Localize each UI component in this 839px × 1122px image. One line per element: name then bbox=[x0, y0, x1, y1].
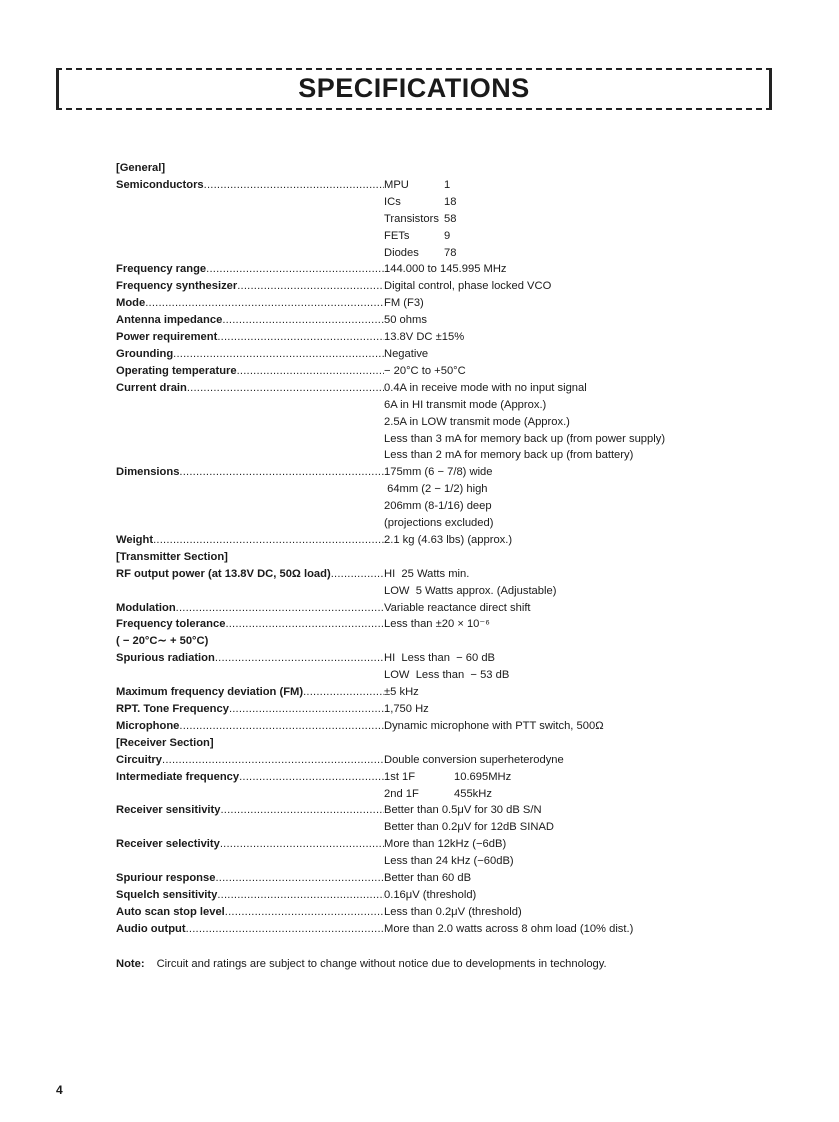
if-name: 2nd 1F bbox=[384, 787, 419, 800]
spec-row-power-requirement bbox=[116, 329, 816, 346]
spec-label: Audio output bbox=[116, 922, 186, 935]
spec-row-cont bbox=[116, 447, 816, 464]
spec-label: Circuitry bbox=[116, 753, 163, 766]
page-title: SPECIFICATIONS bbox=[298, 73, 530, 103]
spec-value: More than 12kHz (−6dB) bbox=[384, 838, 507, 851]
spec-value: Variable reactance direct shift bbox=[384, 601, 531, 614]
spec-row-auto-scan bbox=[116, 904, 816, 921]
semi-count: 9 bbox=[444, 229, 451, 242]
spec-label: RF output power (at 13.8V DC, 50Ω load) bbox=[116, 567, 331, 580]
page-number: 4 bbox=[56, 1083, 63, 1097]
spec-value: HI 25 Watts min. bbox=[384, 567, 470, 580]
spec-label: Frequency range bbox=[116, 263, 207, 276]
spec-row-cont bbox=[116, 498, 816, 515]
spec-row-dimensions bbox=[116, 464, 816, 481]
spec-label: Receiver selectivity bbox=[116, 838, 220, 851]
spec-value: 175mm (6 − 7/8) wide bbox=[384, 466, 493, 479]
spec-row-cont bbox=[116, 431, 816, 448]
spec-value: 13.8V DC ±15% bbox=[384, 331, 465, 344]
spec-value: 0.4A in receive mode with no input signal bbox=[384, 381, 587, 394]
note bbox=[116, 958, 607, 970]
spec-row-grounding bbox=[116, 346, 816, 363]
spec-label: Dimensions bbox=[116, 466, 180, 479]
spec-row-operating-temperature bbox=[116, 363, 816, 380]
spec-label: Frequency synthesizer bbox=[116, 280, 238, 293]
spec-label: Modulation bbox=[116, 601, 176, 614]
spec-value: Less than ±20 × 10⁻⁶ bbox=[384, 618, 490, 631]
spec-row-rf-output bbox=[116, 566, 816, 583]
spec-label: Spuriour response bbox=[116, 872, 216, 885]
spec-label: Grounding bbox=[116, 347, 174, 360]
spec-row-cont bbox=[116, 245, 816, 262]
spec-label: Current drain bbox=[116, 381, 187, 394]
section-heading-receiver: [Receiver Section] bbox=[116, 736, 214, 749]
spec-value: 2.5A in LOW transmit mode (Approx.) bbox=[384, 415, 570, 428]
spec-value: 1,750 Hz bbox=[384, 703, 429, 715]
spec-value: Double conversion superheterodyne bbox=[384, 753, 564, 766]
spec-value: 0.16μV (threshold) bbox=[384, 888, 477, 901]
section-heading-transmitter: [Transmitter Section] bbox=[116, 550, 228, 563]
spec-row-cont bbox=[116, 211, 816, 228]
spec-row-spurious bbox=[116, 650, 816, 667]
spec-label: Intermediate frequency bbox=[116, 770, 240, 783]
spec-row-circuitry bbox=[116, 752, 816, 769]
spec-value: FM (F3) bbox=[384, 297, 424, 310]
if-freq: 10.695MHz bbox=[454, 770, 512, 783]
spec-row-selectivity bbox=[116, 836, 816, 853]
spec-row-cont bbox=[116, 397, 816, 414]
spec-value: Better than 60 dB bbox=[384, 872, 472, 885]
semi-count: 78 bbox=[444, 246, 457, 259]
spec-value: Negative bbox=[384, 347, 429, 360]
note-label: Note: bbox=[116, 958, 145, 970]
spec-row-cont bbox=[116, 786, 816, 803]
spec-label: Weight bbox=[116, 533, 154, 546]
spec-label: Auto scan stop level bbox=[116, 905, 225, 918]
spec-value: 144.000 to 145.995 MHz bbox=[384, 263, 507, 276]
spec-label: Antenna impedance bbox=[116, 314, 223, 327]
spec-value: Less than 0.2μV (threshold) bbox=[384, 905, 522, 918]
semi-name: FETs bbox=[384, 229, 410, 242]
spec-row-frequency-range bbox=[116, 261, 816, 278]
spec-row-rpt-tone bbox=[116, 701, 816, 718]
spec-label: Microphone bbox=[116, 719, 180, 732]
spec-label: Mode bbox=[116, 297, 146, 310]
spec-row-squelch bbox=[116, 887, 816, 904]
spec-value: Less than 24 kHz (−60dB) bbox=[384, 855, 514, 868]
spec-label: Power requirement bbox=[116, 331, 218, 344]
spec-value: HI Less than − 60 dB bbox=[384, 652, 496, 665]
semi-count: 18 bbox=[444, 195, 457, 208]
spec-value: 50 ohms bbox=[384, 314, 427, 327]
spec-row-cont bbox=[116, 853, 816, 870]
spec-value: 64mm (2 − 1/2) high bbox=[384, 483, 488, 496]
spec-row-cont bbox=[116, 194, 816, 211]
spec-value: 206mm (8-1/16) deep bbox=[384, 500, 492, 513]
spec-value: Digital control, phase locked VCO bbox=[384, 280, 552, 293]
spec-row-max-deviation bbox=[116, 684, 816, 701]
spec-label-sub: ( − 20°C∼ + 50°C) bbox=[116, 635, 209, 648]
spec-value: Less than 2 mA for memory back up (from battery) bbox=[384, 449, 634, 462]
spec-value: ±5 kHz bbox=[384, 686, 419, 699]
spec-label: Maximum frequency deviation (FM) bbox=[116, 686, 304, 699]
semi-count: 1 bbox=[444, 178, 451, 191]
if-freq: 455kHz bbox=[454, 787, 492, 800]
spec-row-cont bbox=[116, 515, 816, 532]
spec-row-spurious-response bbox=[116, 870, 816, 887]
semi-name: ICs bbox=[384, 195, 401, 208]
spec-value: Dynamic microphone with PTT switch, 500Ω bbox=[384, 719, 604, 732]
spec-label: Receiver sensitivity bbox=[116, 804, 221, 817]
spec-label: Semiconductors bbox=[116, 178, 204, 191]
semi-name: Diodes bbox=[384, 246, 419, 259]
spec-value: More than 2.0 watts across 8 ohm load (10% dist.) bbox=[384, 922, 634, 935]
spec-value: 2.1 kg (4.63 lbs) (approx.) bbox=[384, 533, 513, 546]
spec-list bbox=[116, 160, 816, 938]
spec-label: Operating temperature bbox=[116, 364, 237, 377]
semi-count: 58 bbox=[444, 212, 457, 225]
spec-value: − 20°C to +50°C bbox=[384, 364, 466, 377]
spec-row-modulation bbox=[116, 600, 816, 617]
spec-row-frequency-tolerance bbox=[116, 616, 816, 633]
spec-value: LOW Less than − 53 dB bbox=[384, 669, 510, 682]
spec-row-cont bbox=[116, 633, 816, 650]
spec-row-frequency-synthesizer bbox=[116, 278, 816, 295]
spec-value: Better than 0.2μV for 12dB SINAD bbox=[384, 821, 554, 834]
spec-label: Spurious radiation bbox=[116, 652, 215, 665]
if-name: 1st 1F bbox=[384, 770, 416, 783]
spec-row-cont bbox=[116, 819, 816, 836]
spec-value: Less than 3 mA for memory back up (from power supply) bbox=[384, 432, 666, 445]
spec-label: RPT. Tone Frequency bbox=[116, 703, 229, 715]
spec-row-current-drain bbox=[116, 380, 816, 397]
spec-value: 6A in HI transmit mode (Approx.) bbox=[384, 398, 547, 411]
spec-row-cont bbox=[116, 414, 816, 431]
title-banner bbox=[56, 68, 772, 110]
spec-row-cont bbox=[116, 228, 816, 245]
spec-row-intermediate-frequency bbox=[116, 769, 816, 786]
spec-row-cont bbox=[116, 481, 816, 498]
spec-row-cont bbox=[116, 583, 816, 600]
semi-name: MPU bbox=[384, 178, 409, 191]
spec-row-antenna-impedance bbox=[116, 312, 816, 329]
spec-row-mode bbox=[116, 295, 816, 312]
spec-row-sensitivity bbox=[116, 802, 816, 819]
spec-value: LOW 5 Watts approx. (Adjustable) bbox=[384, 584, 557, 597]
spec-row-semiconductors bbox=[116, 177, 816, 194]
spec-label: Frequency tolerance bbox=[116, 618, 226, 631]
spec-value: Better than 0.5μV for 30 dB S/N bbox=[384, 804, 542, 817]
spec-row-weight bbox=[116, 532, 816, 549]
section-heading-general: [General] bbox=[116, 162, 166, 174]
spec-row-microphone bbox=[116, 718, 816, 735]
spec-row-cont bbox=[116, 667, 816, 684]
note-text: Circuit and ratings are subject to change without notice due to developments in technology. bbox=[156, 958, 607, 970]
spec-row-audio-output bbox=[116, 921, 816, 938]
semi-name: Transistors bbox=[384, 212, 439, 225]
spec-value: (projections excluded) bbox=[384, 517, 494, 530]
spec-label: Squelch sensitivity bbox=[116, 888, 218, 901]
